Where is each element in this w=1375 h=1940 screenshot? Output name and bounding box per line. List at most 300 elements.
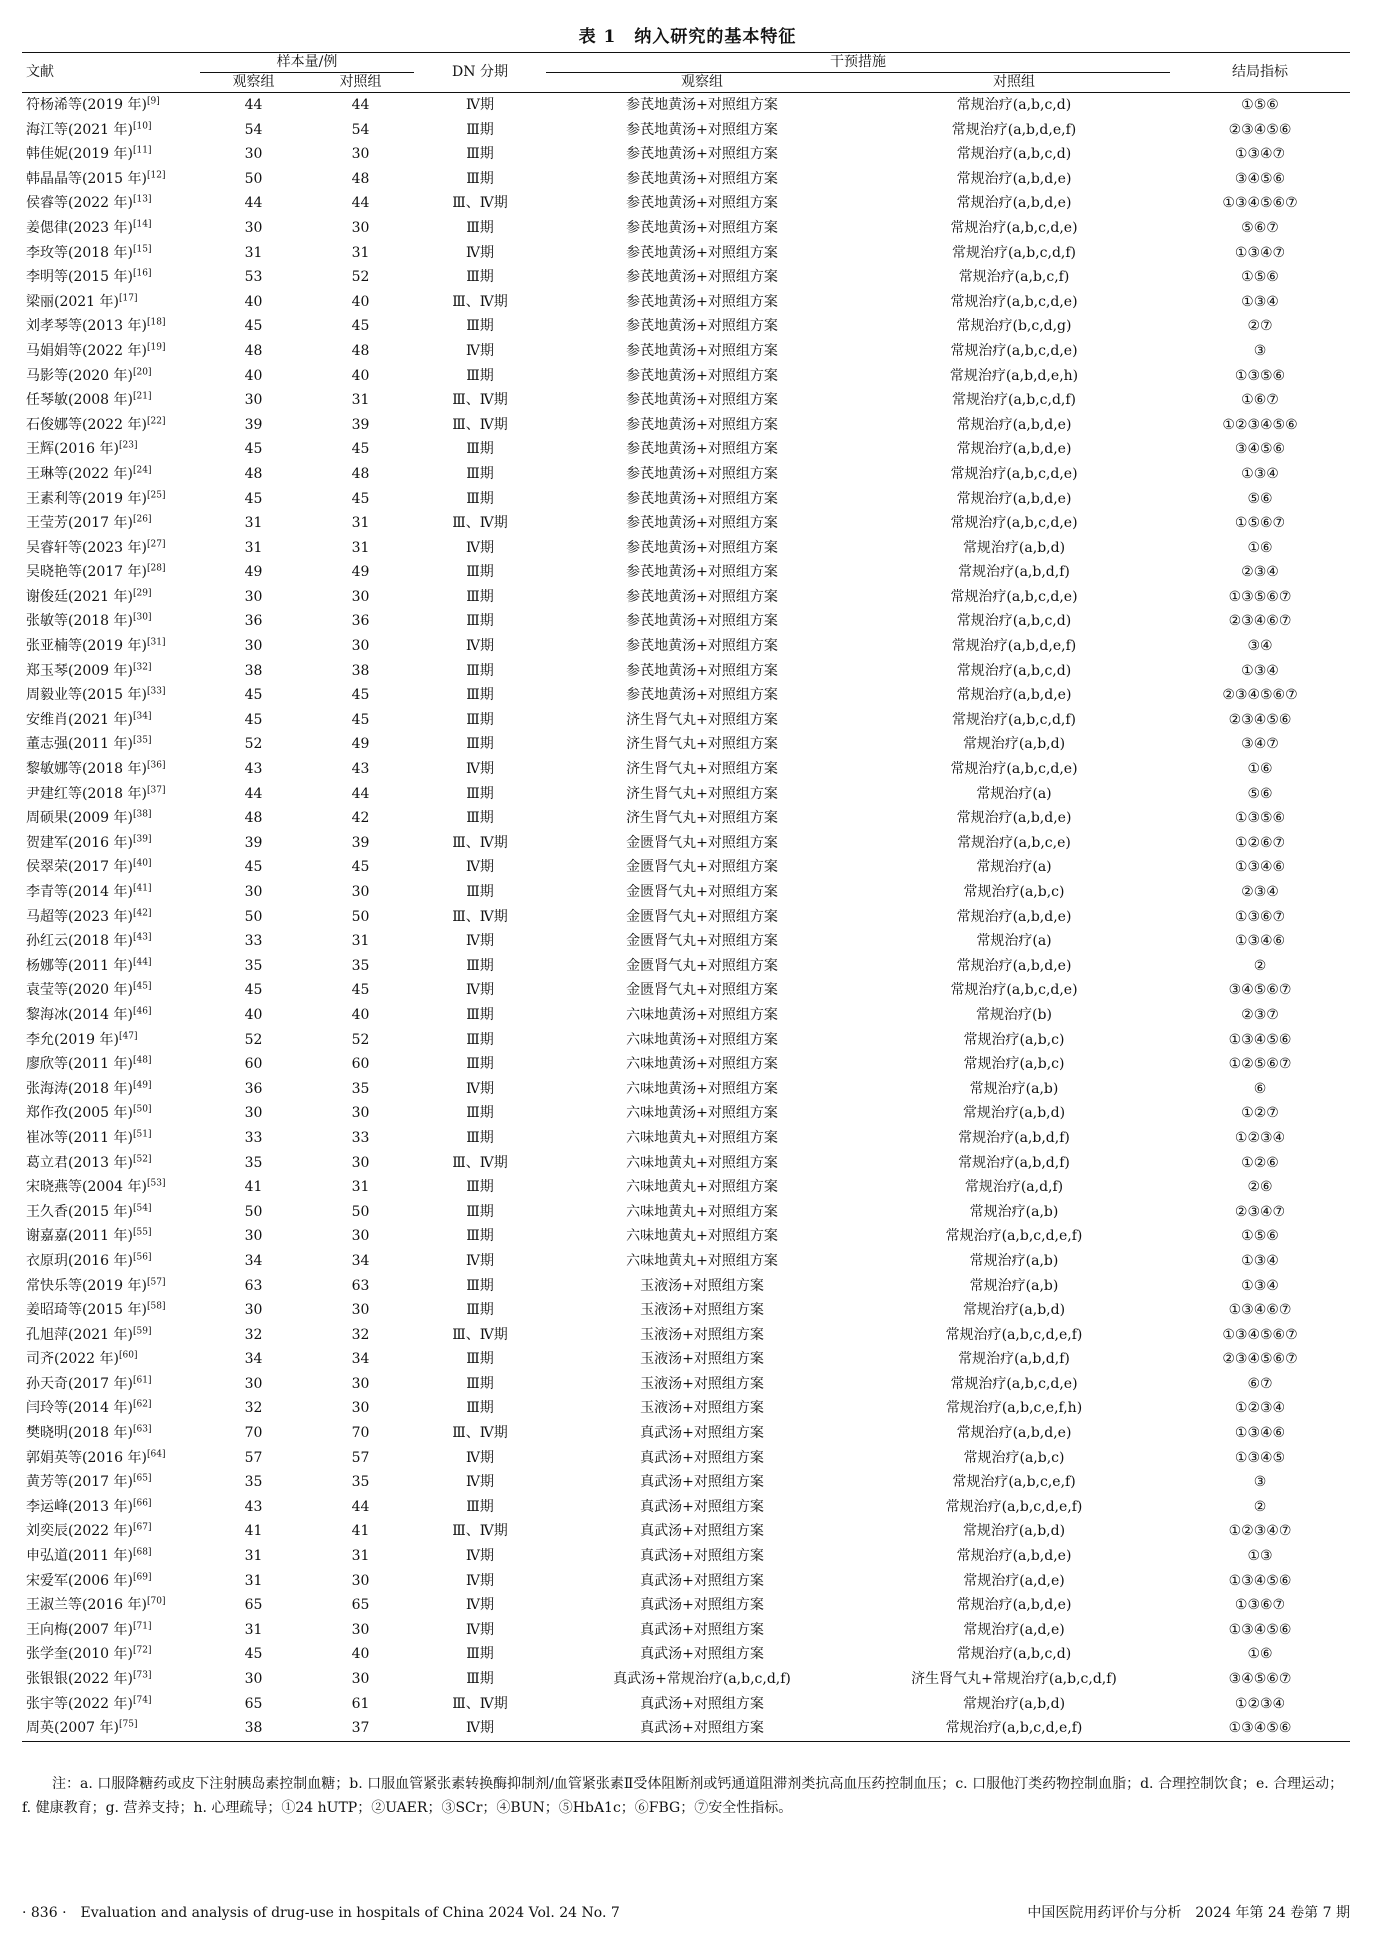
cell-sample-ctrl: 31: [351, 392, 370, 409]
cell-int-obs: 六味地黄丸+对照组方案: [626, 1129, 778, 1146]
cell-ref: [22, 1101, 200, 1126]
cell-int-obs: 玉液汤+对照组方案: [640, 1326, 764, 1343]
ref-citation: [46]: [133, 1006, 152, 1017]
ref-citation: [63]: [133, 1424, 152, 1435]
cell-ref: [22, 1323, 200, 1348]
cell-ref: [22, 487, 200, 512]
cell-dn-stage: Ⅲ期: [466, 588, 494, 605]
cell-outcome: ①⑤⑥: [1241, 269, 1279, 286]
cell-int-ctrl: 常规治疗(a,b,d,f): [958, 1351, 1070, 1368]
cell-int-ctrl: 常规治疗(a,b,c,d,e,f): [858, 1716, 1170, 1741]
ref-citation: [58]: [147, 1301, 166, 1312]
cell-dn-stage: Ⅳ期: [466, 1252, 494, 1269]
cell-sample-obs: 41: [244, 1179, 263, 1196]
table-row: [22, 1396, 1350, 1421]
cell-sample-ctrl: 45: [351, 490, 370, 507]
ref-citation: [59]: [133, 1326, 152, 1337]
cell-sample-obs: 39: [244, 416, 263, 433]
cell-ref: [22, 536, 200, 561]
ref-author-year: 葛立君(2013 年): [26, 1154, 134, 1171]
ref-citation: [54]: [133, 1203, 152, 1214]
table-row: [22, 241, 1350, 266]
cell-ref: [22, 1003, 200, 1028]
table-row: [22, 314, 1350, 339]
ref-citation: [44]: [133, 957, 152, 968]
cell-sample-ctrl: 60: [351, 1056, 370, 1073]
ref-citation: [70]: [147, 1596, 166, 1607]
cell-int-ctrl: 常规治疗(a,b,d,e,h): [949, 367, 1079, 384]
table-row: [22, 1175, 1350, 1200]
cell-outcome: ②⑦: [1247, 318, 1273, 335]
cell-dn-stage: Ⅳ期: [466, 859, 494, 876]
cell-ref: [22, 1544, 200, 1569]
cell-ref: [22, 1298, 200, 1323]
ref-citation: [57]: [147, 1276, 166, 1287]
cell-int-ctrl: 常规治疗(a,b,c,e,f): [952, 1474, 1076, 1491]
cell-int-obs: 参芪地黄汤+对照组方案: [626, 465, 778, 482]
cell-outcome: ③④⑦: [1241, 736, 1279, 753]
ref-author-year: 刘孝琴等(2013 年): [26, 318, 148, 335]
cell-int-ctrl: 常规治疗(a,b,c,d): [956, 97, 1072, 113]
cell-sample-ctrl: 40: [351, 1006, 370, 1023]
cell-outcome: ②③④⑦: [1234, 1203, 1286, 1220]
cell-sample-ctrl: 36: [351, 613, 370, 630]
cell-int-ctrl: 常规治疗(a,b,d,e,f): [951, 638, 1077, 655]
cell-ref: [22, 1200, 200, 1225]
table-row: [22, 855, 1350, 880]
cell-sample-obs: 30: [244, 392, 263, 409]
cell-sample-ctrl: 30: [351, 219, 370, 236]
ref-author-year: 安维肖(2021 年): [26, 711, 134, 728]
ref-citation: [34]: [133, 711, 152, 722]
ref-author-year: 马娟娟等(2022 年): [26, 342, 148, 359]
cell-sample-obs: 30: [244, 1671, 263, 1687]
cell-outcome: ⑤⑥⑦: [1241, 219, 1279, 236]
cell-ref: [22, 437, 200, 462]
cell-dn-stage: Ⅲ期: [466, 1375, 494, 1392]
characteristics-table: [22, 52, 1350, 1742]
cell-ref: [22, 1692, 200, 1717]
ref-citation: [71]: [133, 1621, 152, 1632]
cell-dn-stage: Ⅲ、Ⅳ期: [452, 1425, 508, 1442]
cell-outcome: ②③④⑥⑦: [1228, 613, 1292, 630]
header-outcome: 结局指标: [1170, 53, 1350, 93]
cell-sample-ctrl: 63: [351, 1277, 370, 1294]
cell-int-obs: 真武汤+对照组方案: [640, 1597, 764, 1614]
footer-chinese: 中国医院用药评价与分析 2024 年第 24 卷第 7 期: [1027, 1905, 1350, 1921]
cell-int-obs: 参芪地黄汤+对照组方案: [626, 146, 778, 163]
cell-ref: [22, 560, 200, 585]
cell-int-obs: 济生肾气丸+对照组方案: [626, 711, 778, 728]
table-row: [22, 93, 1350, 118]
cell-ref: [22, 609, 200, 634]
cell-sample-obs: 45: [244, 711, 263, 728]
cell-sample-obs: 65: [244, 1597, 263, 1614]
table-row: [22, 1470, 1350, 1495]
ref-citation: [19]: [147, 342, 166, 353]
cell-sample-ctrl: 33: [351, 1129, 370, 1146]
ref-author-year: 王向梅(2007 年): [26, 1621, 134, 1638]
ref-author-year: 张宇等(2022 年): [26, 1695, 134, 1712]
cell-outcome: ②③④: [1241, 564, 1279, 581]
ref-citation: [39]: [133, 834, 152, 845]
ref-citation: [33]: [147, 686, 166, 697]
cell-int-ctrl: 常规治疗(a,b,d,e): [956, 490, 1072, 507]
cell-int-obs: 参芪地黄汤+对照组方案: [626, 219, 778, 236]
cell-dn-stage: Ⅲ、Ⅳ期: [452, 908, 508, 925]
cell-sample-ctrl: 35: [351, 1080, 370, 1097]
ref-citation: [62]: [133, 1399, 152, 1410]
cell-int-ctrl: 常规治疗(a,d,e): [963, 1621, 1065, 1638]
cell-sample-obs: 48: [244, 342, 263, 359]
cell-dn-stage: Ⅲ期: [466, 564, 494, 581]
cell-outcome: ①②⑦: [1241, 1105, 1279, 1122]
cell-sample-obs: 30: [244, 1105, 263, 1122]
cell-int-obs: 参芪地黄汤+对照组方案: [626, 490, 778, 507]
cell-outcome: ①③④⑦: [1234, 244, 1286, 261]
cell-outcome: ①②③④⑦: [1228, 1523, 1292, 1540]
cell-sample-ctrl: 39: [351, 416, 370, 433]
cell-dn-stage: Ⅲ期: [466, 269, 494, 286]
cell-dn-stage: Ⅳ期: [466, 933, 494, 950]
cell-dn-stage: Ⅳ期: [466, 982, 494, 999]
cell-sample-ctrl: 45: [351, 441, 370, 458]
table-row: [22, 732, 1350, 757]
cell-ref: [22, 191, 200, 216]
ref-author-year: 闫玲等(2014 年): [26, 1400, 134, 1417]
cell-int-obs: 真武汤+对照组方案: [640, 1548, 764, 1565]
cell-ref: [22, 782, 200, 807]
cell-outcome: ①③④⑥⑦: [1228, 1302, 1292, 1319]
cell-dn-stage: Ⅲ期: [466, 810, 494, 827]
table-row: [22, 1151, 1350, 1176]
cell-sample-obs: 33: [244, 1129, 263, 1146]
cell-int-obs: 真武汤+对照组方案: [640, 1523, 764, 1540]
cell-ref: [22, 954, 200, 979]
cell-outcome: ①⑥: [1247, 1646, 1273, 1663]
ref-citation: [72]: [133, 1645, 152, 1656]
cell-int-ctrl: 常规治疗(a,b,d,e): [956, 957, 1072, 974]
cell-int-ctrl: 济生肾气丸+常规治疗(a,b,c,d,f): [911, 1671, 1117, 1687]
table-row: [22, 1716, 1350, 1741]
ref-citation: [64]: [147, 1449, 166, 1459]
table-row: [22, 339, 1350, 364]
cell-int-obs: 参芪地黄汤+对照组方案: [626, 342, 778, 359]
cell-dn-stage: Ⅲ期: [466, 1400, 494, 1417]
cell-int-obs: 六味地黄丸+对照组方案: [626, 1228, 778, 1245]
cell-dn-stage: Ⅲ、Ⅳ期: [452, 1326, 508, 1343]
table-row: [22, 1642, 1350, 1667]
cell-dn-stage: Ⅲ、Ⅳ期: [452, 416, 508, 433]
cell-sample-ctrl: 52: [351, 1031, 370, 1048]
cell-ref: [22, 708, 200, 733]
cell-int-obs: 玉液汤+对照组方案: [640, 1375, 764, 1392]
cell-sample-ctrl: 52: [351, 269, 370, 286]
ref-citation: [21]: [133, 391, 152, 402]
ref-author-year: 王素利等(2019 年): [26, 490, 148, 507]
cell-int-ctrl: 常规治疗(a,b,c,d,f): [951, 244, 1077, 261]
cell-dn-stage: Ⅲ期: [466, 1031, 494, 1048]
cell-outcome: ①⑥: [1247, 539, 1273, 556]
cell-outcome: ①③⑥⑦: [1234, 1597, 1286, 1614]
cell-sample-obs: 43: [244, 1498, 263, 1515]
cell-int-obs: 六味地黄丸+对照组方案: [626, 1154, 778, 1171]
cell-outcome: ①③⑤⑥: [1234, 810, 1286, 827]
table-row: [22, 536, 1350, 561]
cell-dn-stage: Ⅳ期: [466, 1621, 494, 1638]
cell-outcome: ①③④: [1241, 293, 1279, 310]
cell-outcome: ①②③④: [1234, 1400, 1286, 1417]
cell-sample-obs: 45: [244, 441, 263, 458]
header-sample-obs: 观察组: [200, 73, 307, 93]
cell-int-ctrl: 常规治疗(a,b,d,e): [956, 441, 1072, 458]
cell-dn-stage: Ⅲ期: [466, 687, 494, 704]
cell-outcome: ①③④⑤⑥: [1228, 1572, 1292, 1589]
table-row: [22, 1569, 1350, 1594]
cell-ref: [22, 1224, 200, 1249]
table-row: [22, 880, 1350, 905]
cell-outcome: ①③⑤⑥⑦: [1228, 588, 1292, 605]
ref-author-year: 张亚楠等(2019 年): [26, 638, 148, 655]
table-row: [22, 1077, 1350, 1102]
ref-author-year: 王淑兰等(2016 年): [26, 1597, 148, 1614]
cell-outcome: ①②③④: [1234, 1695, 1286, 1712]
table-row: [22, 167, 1350, 192]
cell-int-obs: 六味地黄丸+对照组方案: [626, 1252, 778, 1269]
table-row: [22, 142, 1350, 167]
cell-int-obs: 参芪地黄汤+对照组方案: [626, 244, 778, 261]
ref-author-year: 韩佳妮(2019 年): [26, 146, 134, 163]
cell-ref: [22, 1077, 200, 1102]
header-int-ctrl: 对照组: [858, 73, 1170, 93]
ref-author-year: 崔冰等(2011 年): [26, 1129, 134, 1146]
ref-author-year: 李运峰(2013 年): [26, 1498, 134, 1515]
ref-author-year: 周毅业等(2015 年): [26, 687, 148, 704]
cell-sample-obs: 41: [244, 1523, 263, 1540]
ref-author-year: 郑玉琴(2009 年): [26, 662, 134, 679]
cell-outcome: ①⑥⑦: [1241, 392, 1279, 409]
table-notes: 注：a. 口服降糖药或皮下注射胰岛素控制血糖；b. 口服血管紧张素转换酶抑制剂/血管紧张素Ⅱ受体阻断剂或钙通道阻滞剂类抗高血压药控制血压；c. 口服他汀类药物控制血脂；d. 合理控制饮食；e. 合理运动；f. 健康教育；g. 营养支持；h. 心理疏导；①24 hUTP；②UAER；③SCr；④BUN；⑤HbA1c；⑥FBG；⑦安全性指标。: [22, 1776, 1344, 1816]
cell-ref: [22, 1593, 200, 1618]
cell-outcome: ①③④: [1241, 1277, 1279, 1294]
header-int-obs: 观察组: [546, 73, 858, 93]
cell-int-ctrl: 常规治疗(a,b): [969, 1080, 1059, 1097]
table-row: [22, 265, 1350, 290]
cell-sample-ctrl: 44: [351, 97, 370, 113]
cell-sample-ctrl: 44: [351, 785, 370, 802]
cell-sample-obs: 45: [244, 318, 263, 335]
cell-int-ctrl: 常规治疗(a,b,d,f): [958, 1129, 1070, 1146]
ref-citation: [25]: [147, 489, 166, 500]
table-row: [22, 1519, 1350, 1544]
ref-citation: [56]: [133, 1252, 152, 1263]
cell-sample-obs: 43: [244, 761, 263, 778]
cell-sample-ctrl: 30: [351, 1375, 370, 1392]
header-intervention: 干预措施: [546, 53, 1170, 73]
cell-int-ctrl: 常规治疗(a,b,d): [962, 1105, 1066, 1122]
cell-ref: [22, 216, 200, 241]
table-row: [22, 1692, 1350, 1717]
cell-int-ctrl: 常规治疗(a,b,d,f): [958, 1154, 1070, 1171]
cell-outcome: ③④⑤⑥: [1234, 441, 1286, 458]
cell-dn-stage: Ⅲ期: [466, 785, 494, 802]
ref-citation: [74]: [133, 1694, 152, 1705]
cell-sample-ctrl: 30: [351, 1671, 370, 1687]
cell-dn-stage: Ⅲ期: [466, 146, 494, 163]
cell-sample-ctrl: 45: [351, 687, 370, 704]
cell-outcome: ①③④⑤⑥: [1228, 1031, 1292, 1048]
cell-dn-stage: Ⅲ期: [466, 1351, 494, 1368]
cell-ref: [22, 1470, 200, 1495]
cell-dn-stage: Ⅳ期: [466, 1597, 494, 1614]
cell-sample-obs: 33: [244, 933, 263, 950]
cell-outcome: ③④⑤⑥: [1234, 170, 1286, 187]
cell-ref: [22, 978, 200, 1003]
cell-dn-stage: Ⅲ期: [466, 957, 494, 974]
cell-sample-obs: 40: [244, 1006, 263, 1023]
ref-author-year: 李青等(2014 年): [26, 884, 134, 900]
ref-citation: [75]: [119, 1719, 138, 1730]
table-row: [22, 905, 1350, 930]
ref-author-year: 海江等(2021 年): [26, 121, 134, 138]
cell-dn-stage: Ⅲ期: [466, 1302, 494, 1319]
cell-outcome: ⑤⑥: [1247, 490, 1273, 507]
cell-sample-obs: 38: [244, 662, 263, 679]
ref-citation: [43]: [133, 932, 152, 943]
cell-sample-ctrl: 65: [351, 1597, 370, 1614]
cell-sample-obs: 39: [244, 834, 263, 851]
cell-int-ctrl: 常规治疗(a,b,c,d): [956, 1646, 1072, 1663]
ref-author-year: 常快乐等(2019 年): [26, 1277, 148, 1294]
cell-int-obs: 真武汤+常规治疗(a,b,c,d,f): [613, 1671, 791, 1687]
ref-citation: [26]: [133, 514, 152, 525]
cell-dn-stage: Ⅲ、Ⅳ期: [452, 515, 508, 532]
cell-int-ctrl: 常规治疗(a,b,c,d,e,f): [945, 1498, 1083, 1515]
ref-citation: [50]: [133, 1104, 152, 1115]
ref-author-year: 孙天奇(2017 年): [26, 1375, 134, 1392]
cell-outcome: ①③④: [1241, 662, 1279, 679]
cell-int-ctrl: 常规治疗(a,b,c,d,e): [950, 219, 1078, 236]
cell-ref: [22, 462, 200, 487]
table-row: [22, 1249, 1350, 1274]
cell-sample-ctrl: 35: [351, 957, 370, 974]
cell-sample-obs: 31: [244, 1572, 263, 1589]
cell-outcome: ②③④: [1241, 884, 1279, 900]
table-row: [22, 1274, 1350, 1299]
ref-citation: [36]: [147, 760, 166, 771]
ref-author-year: 吴晓艳等(2017 年): [26, 564, 148, 581]
ref-citation: [31]: [147, 637, 166, 648]
cell-sample-ctrl: 43: [351, 761, 370, 778]
table-row: [22, 1200, 1350, 1225]
cell-dn-stage: Ⅲ期: [466, 662, 494, 679]
ref-author-year: 姜偲律(2023 年): [26, 219, 134, 236]
cell-dn-stage: Ⅳ期: [466, 1474, 494, 1491]
cell-sample-obs: 31: [244, 1548, 263, 1565]
ref-citation: [23]: [119, 440, 138, 451]
cell-sample-ctrl: 31: [351, 1548, 370, 1565]
table-row: [22, 364, 1350, 389]
cell-outcome: ②: [1253, 957, 1267, 974]
cell-sample-ctrl: 34: [351, 1351, 370, 1368]
cell-int-ctrl: 常规治疗(a,b,c,d,e): [950, 588, 1078, 605]
cell-int-obs: 参芪地黄汤+对照组方案: [626, 687, 778, 704]
cell-sample-ctrl: 40: [351, 367, 370, 384]
cell-ref: [22, 1569, 200, 1594]
cell-dn-stage: Ⅲ期: [466, 219, 494, 236]
cell-sample-ctrl: 37: [307, 1716, 414, 1741]
cell-sample-obs: 57: [244, 1449, 263, 1466]
cell-sample-ctrl: 44: [351, 1498, 370, 1515]
ref-citation: [28]: [147, 563, 166, 574]
cell-int-obs: 真武汤+对照组方案: [640, 1572, 764, 1589]
cell-sample-ctrl: 30: [351, 1302, 370, 1319]
cell-int-ctrl: 常规治疗(a,b,c,d,e): [950, 465, 1078, 482]
cell-int-obs: 六味地黄汤+对照组方案: [626, 1056, 778, 1073]
cell-dn-stage: Ⅳ期: [466, 1080, 494, 1097]
cell-int-obs: 参芪地黄汤+对照组方案: [626, 195, 778, 212]
cell-ref: [22, 585, 200, 610]
ref-author-year: 樊晓明(2018 年): [26, 1425, 134, 1442]
table-row: [22, 831, 1350, 856]
ref-author-year: 廖欣等(2011 年): [26, 1056, 134, 1073]
cell-dn-stage: Ⅳ期: [414, 1716, 546, 1741]
cell-int-ctrl: 常规治疗(a,b,c,d,e): [950, 293, 1078, 310]
table-row: [22, 609, 1350, 634]
ref-citation: [14]: [133, 219, 152, 230]
ref-author-year: 李玫等(2018 年): [26, 244, 134, 261]
cell-int-ctrl: 常规治疗(a,b,c,d,e): [950, 982, 1078, 999]
cell-outcome: ①③④: [1241, 1252, 1279, 1269]
ref-author-year: 宋晓燕等(2004 年): [26, 1179, 148, 1196]
cell-outcome: ①③④⑤⑥⑦: [1222, 1326, 1298, 1343]
table-row: [22, 216, 1350, 241]
cell-ref: [22, 1175, 200, 1200]
cell-outcome: ①③④⑤⑥: [1170, 1716, 1350, 1741]
ref-citation: [38]: [133, 809, 152, 820]
ref-author-year: 张银银(2022 年): [26, 1671, 134, 1687]
table-row: [22, 757, 1350, 782]
table-row: [22, 1101, 1350, 1126]
ref-author-year: 王琳等(2022 年): [26, 465, 134, 482]
table-row: [22, 1446, 1350, 1471]
cell-sample-ctrl: 31: [351, 933, 370, 950]
table-row: [22, 1347, 1350, 1372]
cell-sample-ctrl: 45: [351, 859, 370, 876]
cell-ref: [22, 290, 200, 315]
cell-sample-ctrl: 48: [351, 465, 370, 482]
table-title: 表 1 纳入研究的基本特征: [578, 27, 797, 47]
cell-int-ctrl: 常规治疗(a,b,c,e,f,h): [945, 1400, 1083, 1417]
cell-int-ctrl: 常规治疗(a,b,c,d,e): [950, 515, 1078, 532]
cell-int-ctrl: 常规治疗(a,b,d): [962, 1695, 1066, 1712]
cell-ref: [22, 1028, 200, 1053]
table-row: [22, 1544, 1350, 1569]
cell-int-obs: 参芪地黄汤+对照组方案: [626, 564, 778, 581]
cell-int-obs: 参芪地黄汤+对照组方案: [626, 662, 778, 679]
cell-outcome: ⑥⑦: [1247, 1375, 1273, 1392]
cell-outcome: ②: [1253, 1498, 1267, 1515]
ref-citation: [73]: [133, 1670, 152, 1681]
ref-author-year: 王久香(2015 年): [26, 1203, 134, 1220]
ref-author-year: 郭娟英等(2016 年): [26, 1449, 148, 1466]
ref-citation: [60]: [119, 1350, 138, 1361]
ref-author-year: 孙红云(2018 年): [26, 933, 134, 950]
cell-sample-obs: 31: [244, 244, 263, 261]
cell-int-ctrl: 常规治疗(a,d,f): [964, 1179, 1064, 1196]
cell-int-ctrl: 常规治疗(a,b,c,d): [956, 146, 1072, 163]
cell-dn-stage: Ⅲ期: [466, 318, 494, 335]
